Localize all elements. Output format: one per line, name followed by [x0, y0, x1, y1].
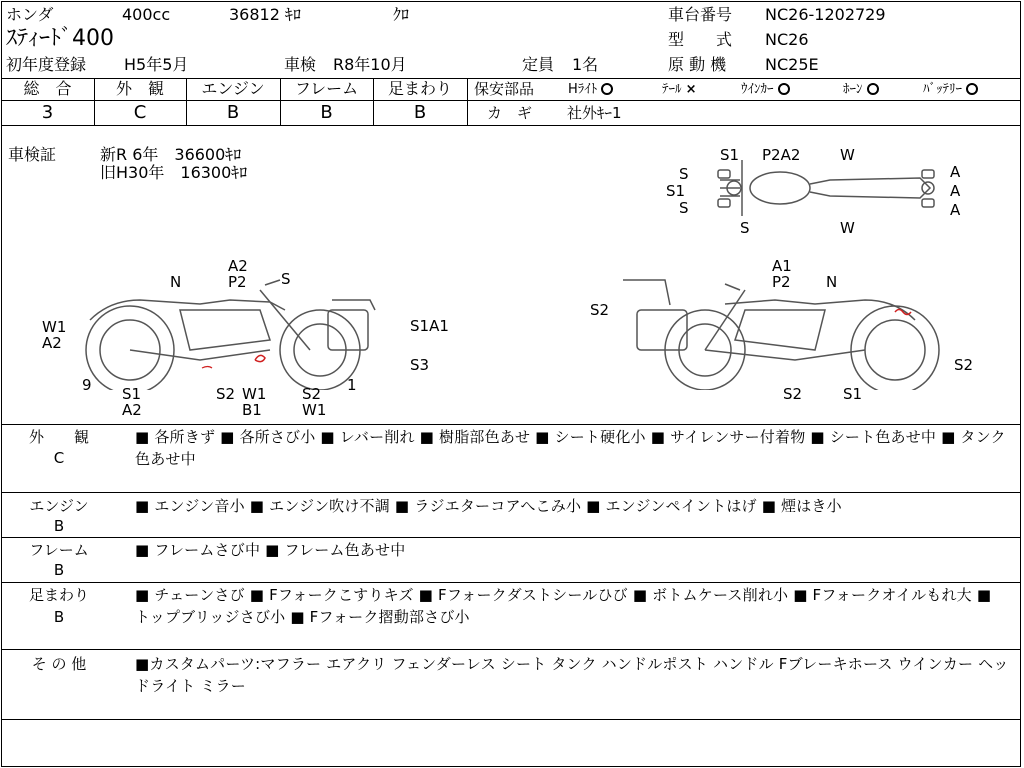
- section-suspension-label: 足まわり: [28, 586, 89, 604]
- diagram-label: A: [950, 182, 961, 200]
- safety-mid: [467, 100, 1021, 101]
- inspection-value: R8年10月: [333, 55, 407, 74]
- diagram-label: S: [740, 219, 750, 237]
- cert-label: 車検証: [8, 145, 57, 164]
- cert-old-line: 旧H30年 16300ｷﾛ: [100, 163, 248, 182]
- type-value: NC26: [765, 30, 809, 49]
- section-exterior-grade: C: [53, 449, 65, 467]
- ok-circle-icon: [867, 83, 879, 95]
- diagram-label: A2: [122, 401, 142, 419]
- safety-label: 保安部品: [474, 80, 535, 98]
- grade-engine: B: [226, 102, 240, 123]
- diagram-label: P2: [228, 273, 247, 291]
- diagram-label: S1: [720, 146, 740, 164]
- diagram-label: W1: [302, 401, 327, 419]
- grade-frame: B: [320, 102, 333, 123]
- diagram-label: S1: [122, 385, 142, 403]
- diagram-label: S1A1: [410, 317, 449, 335]
- diagram-label: A1: [772, 257, 792, 275]
- section-other-text: ■カスタムパーツ:マフラー エアクリ フェンダーレス シート タンク ハンドルポスト ハンドル Fブレーキホース ウインカー ヘッドライト ミラー: [135, 655, 1009, 695]
- diagram-label: A: [950, 163, 961, 181]
- diagram-label: W1: [242, 385, 267, 403]
- section-divider: [1, 719, 1021, 720]
- diagram-label: S2: [783, 385, 803, 403]
- section-divider: [1, 492, 1021, 493]
- grade-suspension: B: [413, 102, 427, 123]
- diagram-label: A: [950, 201, 961, 219]
- grade-header-suspension: 足まわり: [387, 79, 452, 98]
- grade-table-mid: [1, 100, 467, 101]
- grade-header-engine: エンジン: [201, 79, 265, 98]
- diagram-label: W: [840, 146, 855, 164]
- section-divider: [1, 582, 1021, 583]
- safety-item-battery: ﾊﾞｯﾃﾘｰ: [923, 82, 978, 97]
- section-divider: [1, 537, 1021, 538]
- diagram-label: S: [679, 165, 689, 183]
- grade-overall: 3: [41, 102, 54, 123]
- section-suspension-text: ■ チェーンさび ■ Fフォークこすりキズ ■ Fフォークダストシールひび ■ ボトムケース削れ小 ■ Fフォークオイルもれ大 ■ トップブリッジさび小 ■ Fフォーク摺動部さび小: [135, 586, 992, 626]
- ok-circle-icon: [778, 83, 790, 95]
- capacity-label: 定員: [522, 55, 555, 74]
- model-name: ｽﾃｨｰﾄﾞ400: [6, 26, 114, 51]
- first-reg-label: 初年度登録: [6, 55, 87, 74]
- diagram-label: A2: [228, 257, 248, 275]
- diagram-label: P2: [772, 273, 791, 291]
- diagram-label: 1: [347, 376, 357, 394]
- diagram-label: W1: [42, 318, 67, 336]
- diagram-label: S1: [666, 182, 686, 200]
- key-value: 社外ｷｰ1: [567, 104, 622, 122]
- section-divider: [1, 424, 1021, 425]
- maker: ホンダ: [6, 5, 54, 24]
- mileage: 36812 ｷﾛ: [229, 5, 301, 24]
- capacity-value: 1名: [572, 55, 599, 74]
- diagram-label: S2: [954, 356, 974, 374]
- diagram-label: N: [826, 273, 838, 291]
- engine-model-label: 原 動 機: [668, 55, 727, 74]
- diagram-label: S2: [216, 385, 236, 403]
- section-divider: [1, 649, 1021, 650]
- diagram-label: S: [281, 270, 291, 288]
- grade-header-frame: フレーム: [294, 79, 359, 98]
- ok-circle-icon: [966, 83, 978, 95]
- section-engine-label: エンジン: [29, 497, 89, 515]
- section-exterior-label: 外 観: [28, 428, 89, 446]
- diagram-label: N: [170, 273, 182, 291]
- section-exterior-text: ■ 各所きず ■ 各所さび小 ■ レバー削れ ■ 樹脂部色あせ ■ シート硬化小 ■ サイレンサー付着物 ■ シート色あせ中 ■ タンク色あせ中: [135, 428, 1006, 468]
- type-label: 型 式: [668, 30, 733, 49]
- key-label: カ ギ: [487, 104, 533, 122]
- displacement: 400cc: [122, 5, 171, 24]
- section-frame-text: ■ フレームさび中 ■ フレーム色あせ中: [135, 541, 406, 559]
- section-engine-text: ■ エンジン音小 ■ エンジン吹け不調 ■ ラジエターコアへこみ小 ■ エンジンペイントはげ ■ 煙はき小: [135, 497, 842, 515]
- diagram-label: S1: [843, 385, 863, 403]
- diagram-label: B1: [242, 401, 262, 419]
- cert-new-line: 新R 6年 36600ｷﾛ: [100, 145, 242, 164]
- safety-item-horn: ﾎｰﾝ: [843, 82, 879, 97]
- frame-no-value: NC26-1202729: [765, 5, 886, 24]
- grade-table-bottom: [1, 125, 1021, 126]
- diagram-label: S: [679, 199, 689, 217]
- diagram-label: 9: [82, 376, 92, 394]
- diagram-label: A2: [42, 334, 62, 352]
- diagram-label: P2A2: [762, 146, 801, 164]
- engine-model-value: NC25E: [765, 55, 819, 74]
- color: ｸﾛ: [393, 5, 410, 24]
- x-mark-icon: ×: [685, 82, 697, 97]
- section-engine-grade: B: [53, 517, 65, 535]
- diagram-label: S3: [410, 356, 430, 374]
- inspection-label: 車検: [284, 55, 317, 74]
- grade-header-overall: 総 合: [23, 79, 72, 98]
- safety-item-winker: ｳｲﾝｶｰ: [741, 82, 790, 97]
- frame-no-label: 車台番号: [668, 5, 733, 24]
- section-frame-label: フレーム: [29, 541, 89, 559]
- grade-col-sep: [467, 78, 468, 125]
- ok-circle-icon: [601, 83, 613, 95]
- safety-item-tail: ﾃｰﾙ ×: [662, 82, 697, 97]
- diagram-label: S2: [302, 385, 322, 403]
- first-reg-value: H5年5月: [124, 55, 189, 74]
- section-other-label: そ の 他: [31, 655, 87, 673]
- section-frame-grade: B: [53, 561, 65, 579]
- diagram-label: W: [840, 219, 855, 237]
- grade-header-exterior: 外 観: [115, 79, 164, 98]
- section-suspension-grade: B: [53, 608, 65, 626]
- grade-exterior: C: [133, 102, 147, 123]
- diagram-label: S2: [590, 301, 610, 319]
- safety-item-headlight: Hﾗｲﾄ: [568, 82, 613, 97]
